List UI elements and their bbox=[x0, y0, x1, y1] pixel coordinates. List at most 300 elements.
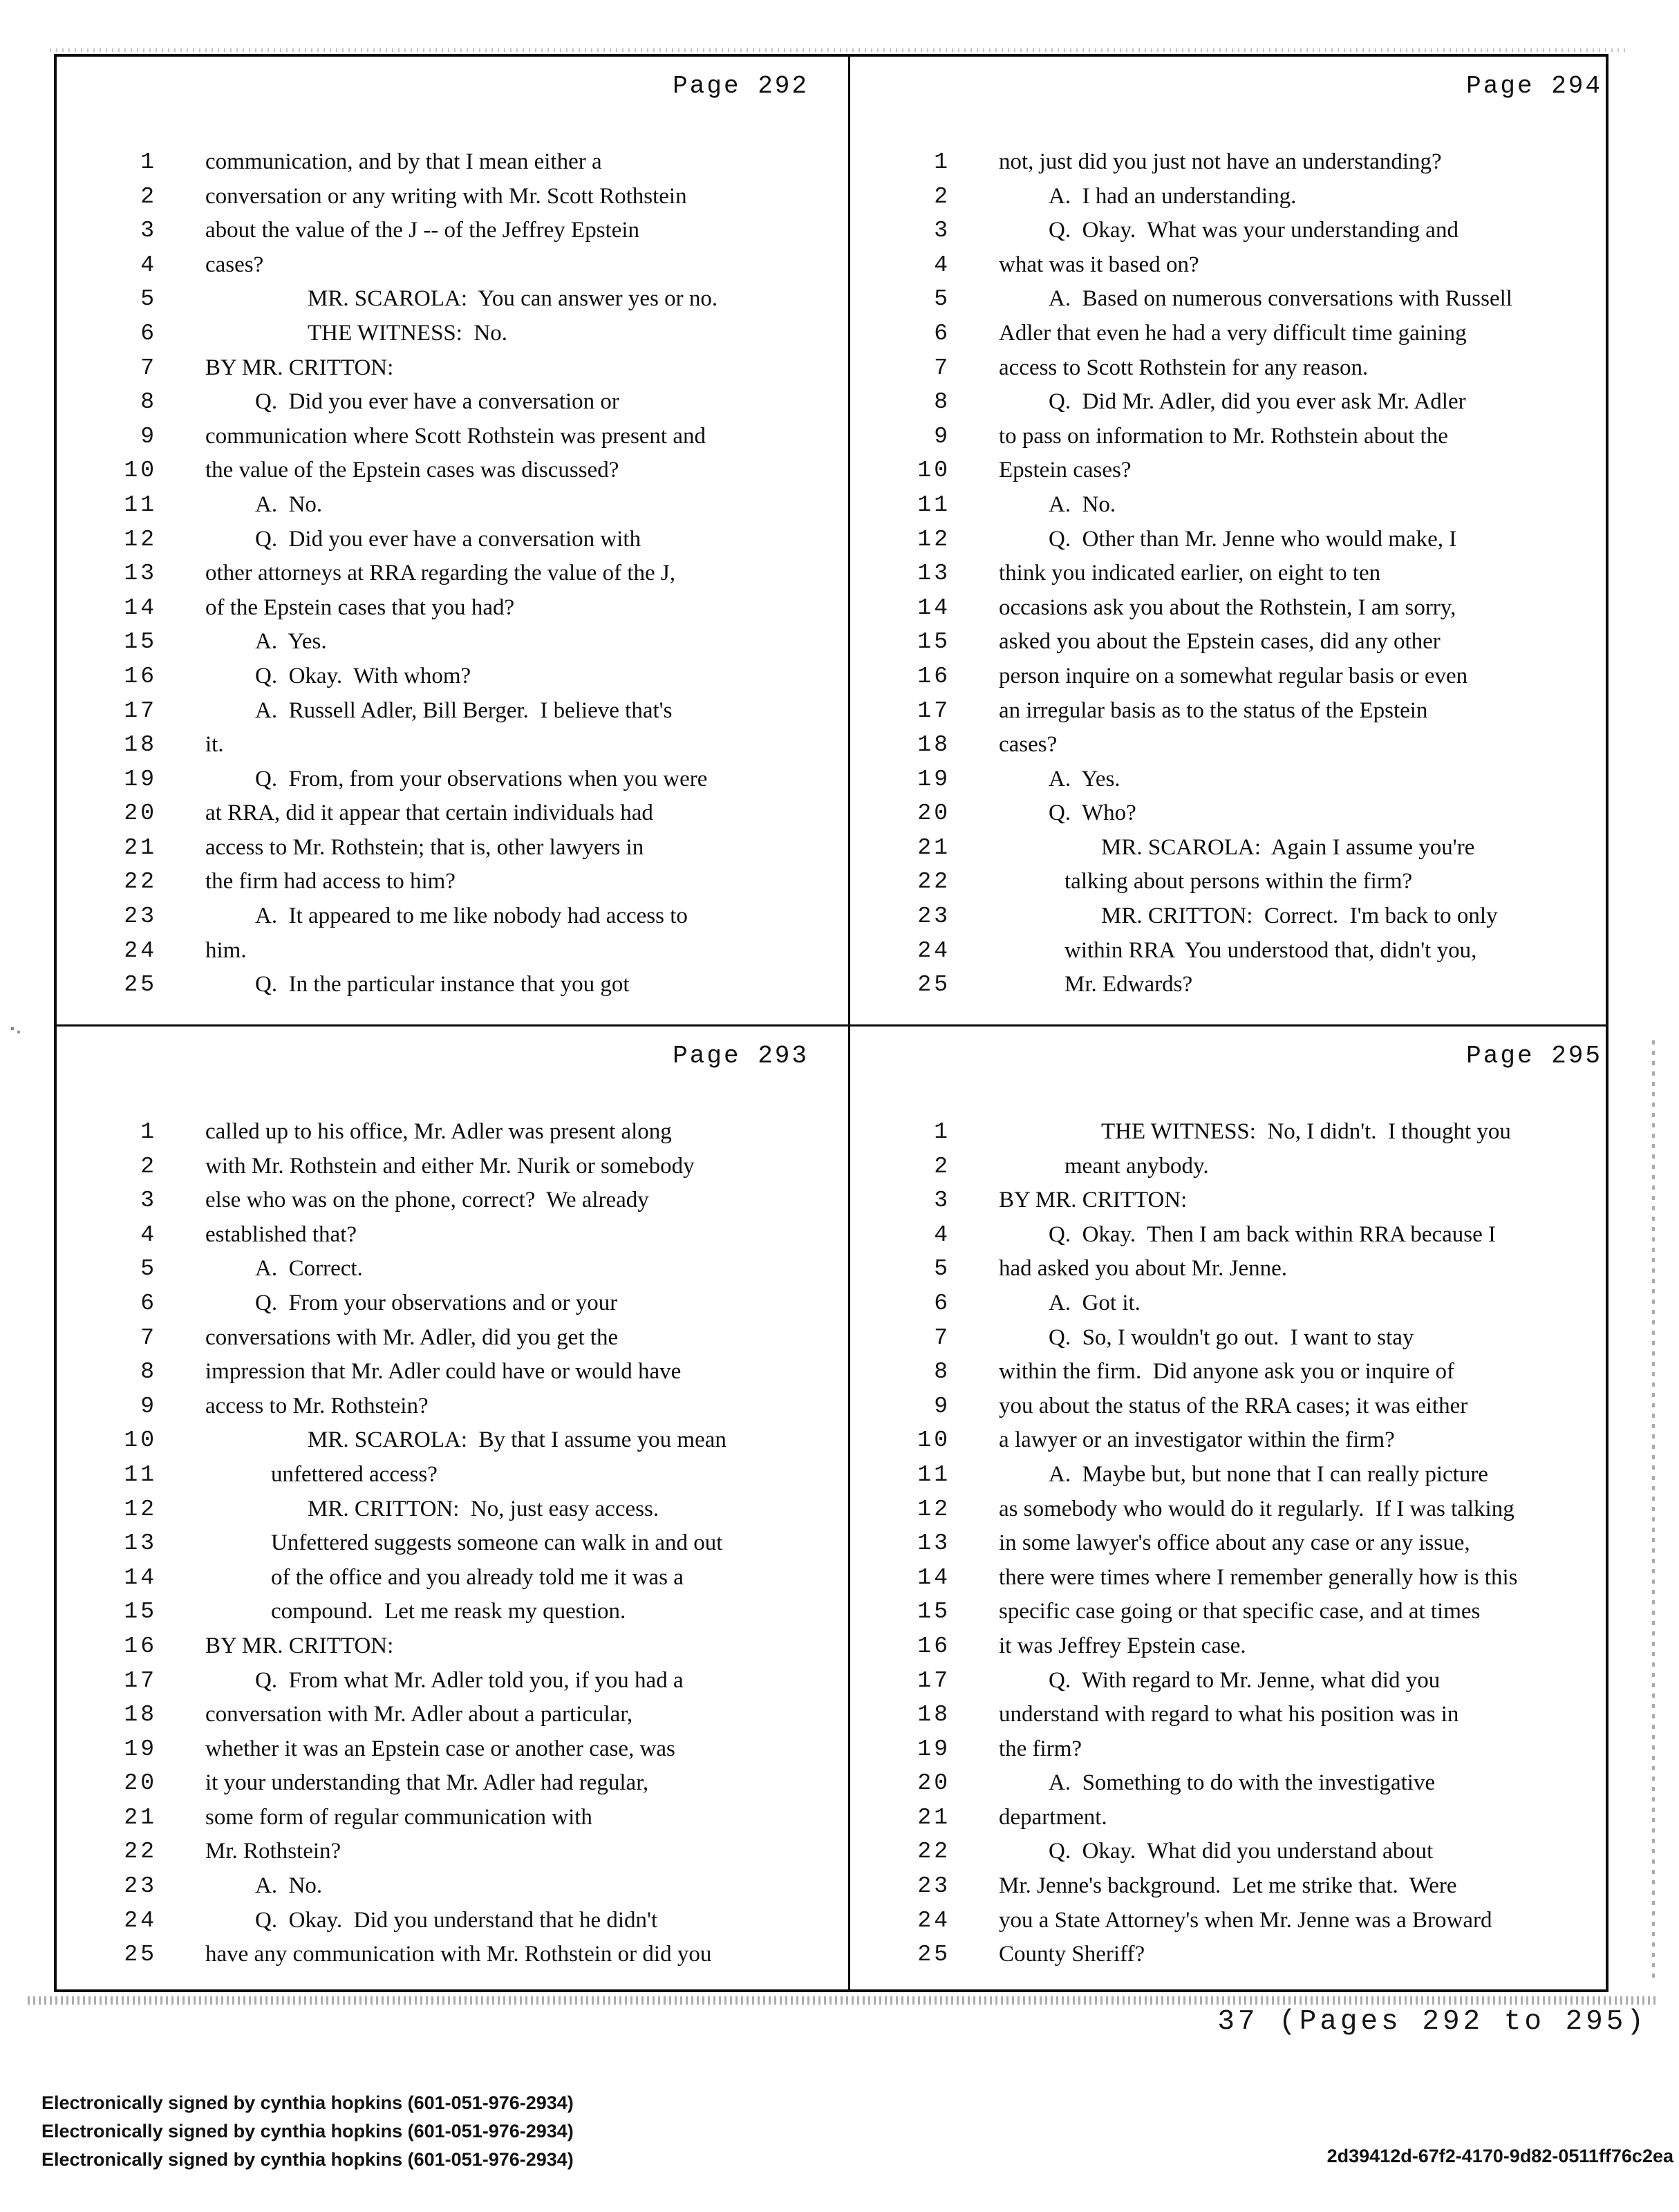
document-id: 2d39412d-67f2-4170-9d82-0511ff76c2ea bbox=[1326, 2146, 1673, 2166]
transcript-line bbox=[850, 248, 1635, 283]
line-text: the value of the Epstein cases was discussed? bbox=[205, 458, 619, 483]
line-number: 9 bbox=[934, 1393, 950, 1419]
transcript-line bbox=[57, 591, 841, 626]
line-text: you about the status of the RRA cases; it was either bbox=[999, 1393, 1468, 1418]
line-text: it your understanding that Mr. Adler had regular, bbox=[205, 1770, 649, 1796]
line-text: have any communication with Mr. Rothstein or did you bbox=[205, 1942, 712, 1967]
line-number: 21 bbox=[124, 1804, 157, 1830]
line-number: 4 bbox=[934, 1221, 950, 1248]
line-number: 17 bbox=[917, 1667, 950, 1694]
transcript-line bbox=[850, 1458, 1635, 1492]
transcript-line bbox=[850, 180, 1635, 214]
line-text: A. No. bbox=[1049, 491, 1116, 517]
transcript-line bbox=[850, 1115, 1635, 1150]
transcript-line bbox=[850, 1286, 1635, 1321]
line-text: Q. In the particular instance that you got bbox=[255, 972, 630, 997]
line-text: department. bbox=[999, 1804, 1107, 1830]
transcript-line bbox=[850, 488, 1635, 523]
transcript-line bbox=[850, 1183, 1635, 1218]
line-number: 12 bbox=[124, 526, 157, 552]
transcript-line bbox=[57, 488, 841, 523]
line-number: 17 bbox=[124, 1667, 157, 1694]
line-number: 3 bbox=[934, 218, 950, 244]
line-number: 2 bbox=[934, 1153, 950, 1179]
line-number: 7 bbox=[934, 355, 950, 381]
line-text: Unfettered suggests someone can walk in and out bbox=[271, 1530, 723, 1556]
line-number: 13 bbox=[917, 1530, 950, 1557]
line-number: 11 bbox=[917, 491, 950, 518]
transcript-line bbox=[57, 317, 841, 351]
transcript-line bbox=[850, 625, 1635, 659]
scan-artifact-top bbox=[50, 48, 1629, 52]
line-text: Q. With regard to Mr. Jenne, what did you bbox=[1049, 1667, 1441, 1693]
line-text: had asked you about Mr. Jenne. bbox=[999, 1256, 1287, 1282]
transcript-line bbox=[850, 1595, 1635, 1629]
line-text: understand with regard to what his position was in bbox=[999, 1702, 1459, 1727]
line-number: 5 bbox=[140, 1256, 157, 1282]
line-number: 2 bbox=[140, 183, 157, 209]
transcript-line bbox=[57, 1801, 841, 1835]
line-text: cases? bbox=[205, 252, 264, 277]
line-number: 8 bbox=[140, 389, 157, 415]
line-number: 1 bbox=[140, 149, 157, 175]
transcript-line bbox=[850, 1766, 1635, 1801]
line-text: impression that Mr. Adler could have or would have bbox=[205, 1359, 682, 1385]
line-number: 6 bbox=[934, 320, 950, 346]
transcript-line bbox=[850, 1150, 1635, 1184]
transcript-line bbox=[850, 762, 1635, 797]
transcript-line bbox=[850, 523, 1635, 557]
line-text: A. No. bbox=[255, 1873, 323, 1899]
line-text: established that? bbox=[205, 1221, 357, 1247]
line-number: 18 bbox=[917, 1702, 950, 1728]
transcript-line bbox=[850, 1492, 1635, 1527]
line-number: 7 bbox=[140, 1324, 157, 1351]
line-text: Q. Okay. What did you understand about bbox=[1049, 1839, 1434, 1864]
line-text: as somebody who would do it regularly. If I was talking bbox=[999, 1496, 1514, 1521]
line-text: A. Based on numerous conversations with Russell bbox=[1049, 286, 1512, 312]
line-number: 7 bbox=[140, 355, 157, 381]
line-text: Q. Did you ever have a conversation or bbox=[255, 389, 619, 415]
line-number: 12 bbox=[917, 1496, 950, 1522]
transcript-line bbox=[850, 1526, 1635, 1561]
transcript-line bbox=[850, 1869, 1635, 1904]
transcript-line bbox=[57, 1286, 841, 1321]
line-text: BY MR. CRITTON: bbox=[205, 355, 394, 380]
line-number: 13 bbox=[124, 1530, 157, 1557]
line-number: 11 bbox=[124, 1461, 157, 1488]
transcript-line bbox=[57, 351, 841, 386]
line-number: 25 bbox=[917, 972, 950, 998]
transcript-line bbox=[57, 1492, 841, 1527]
line-number: 2 bbox=[140, 1153, 157, 1179]
transcript-line bbox=[850, 214, 1635, 248]
line-number: 23 bbox=[124, 903, 157, 930]
line-text: cases? bbox=[999, 732, 1058, 758]
line-number: 2 bbox=[934, 183, 950, 209]
line-text: there were times where I remember generally how is this bbox=[999, 1564, 1518, 1590]
line-number: 4 bbox=[140, 252, 157, 278]
line-number: 14 bbox=[124, 1564, 157, 1591]
line-number: 1 bbox=[140, 1119, 157, 1145]
line-number: 9 bbox=[140, 423, 157, 449]
line-number: 13 bbox=[124, 561, 157, 587]
line-number: 3 bbox=[140, 218, 157, 244]
line-text: A. Got it. bbox=[1049, 1290, 1141, 1315]
line-text: Q. Did Mr. Adler, did you ever ask Mr. Adler bbox=[1049, 389, 1466, 415]
transcript-line bbox=[57, 1698, 841, 1732]
line-text: A. Russell Adler, Bill Berger. I believe that's bbox=[255, 697, 673, 723]
transcript-line bbox=[850, 1423, 1635, 1458]
line-number: 25 bbox=[124, 972, 157, 998]
scan-artifact-bottom bbox=[28, 1996, 1658, 2005]
line-number: 24 bbox=[917, 937, 950, 964]
transcript-line bbox=[57, 214, 841, 248]
page-range-label: 37 (Pages 292 to 295) bbox=[1217, 2006, 1647, 2038]
transcript-line bbox=[57, 1835, 841, 1869]
line-number: 19 bbox=[917, 1736, 950, 1762]
transcript-line bbox=[850, 968, 1635, 1002]
line-number: 19 bbox=[124, 766, 157, 792]
line-number: 19 bbox=[124, 1736, 157, 1762]
line-text: access to Scott Rothstein for any reason. bbox=[999, 355, 1369, 380]
transcript-line bbox=[57, 659, 841, 694]
page-header: Page 292 bbox=[673, 72, 809, 100]
transcript-line bbox=[57, 1150, 841, 1184]
line-number: 21 bbox=[124, 834, 157, 861]
transcript-line bbox=[57, 1321, 841, 1356]
transcript-line bbox=[57, 1115, 841, 1150]
line-text: it. bbox=[205, 732, 224, 758]
transcript-line bbox=[57, 180, 841, 214]
transcript-line bbox=[57, 1629, 841, 1664]
transcript-line bbox=[850, 1355, 1635, 1389]
line-number: 15 bbox=[917, 629, 950, 655]
transcript-line bbox=[850, 1629, 1635, 1664]
transcript-line bbox=[850, 865, 1635, 899]
line-text: conversation with Mr. Adler about a particular, bbox=[205, 1702, 633, 1727]
transcript-line bbox=[850, 796, 1635, 831]
line-number: 9 bbox=[934, 423, 950, 449]
page-header: Page 295 bbox=[1466, 1042, 1602, 1070]
transcript-line bbox=[57, 1561, 841, 1595]
line-text: meant anybody. bbox=[1064, 1153, 1209, 1179]
transcript-line bbox=[57, 248, 841, 283]
electronic-signature: Electronically signed by cynthia hopkins (601-051-976-2934) bbox=[41, 2121, 574, 2141]
transcript-line bbox=[850, 728, 1635, 762]
line-text: THE WITNESS: No, I didn't. I thought you bbox=[1101, 1119, 1511, 1144]
transcript-line bbox=[57, 1732, 841, 1767]
transcript-line bbox=[57, 1869, 841, 1904]
line-text: communication where Scott Rothstein was present and bbox=[205, 423, 706, 449]
line-number: 9 bbox=[140, 1393, 157, 1419]
line-text: with Mr. Rothstein and either Mr. Nurik or somebody bbox=[205, 1153, 695, 1179]
transcript-line bbox=[57, 1218, 841, 1253]
transcript-line bbox=[57, 1458, 841, 1492]
line-text: Q. Okay. Then I am back within RRA because I bbox=[1049, 1221, 1497, 1247]
line-number: 20 bbox=[917, 800, 950, 827]
transcript-page-295 bbox=[850, 1027, 1640, 1992]
line-text: Q. So, I wouldn't go out. I want to stay bbox=[1049, 1324, 1414, 1350]
transcript-line bbox=[850, 420, 1635, 454]
transcript-line bbox=[850, 1732, 1635, 1767]
line-text: talking about persons within the firm? bbox=[1064, 869, 1413, 894]
line-text: Mr. Rothstein? bbox=[205, 1839, 341, 1864]
line-text: MR. SCAROLA: Again I assume you're bbox=[1101, 834, 1475, 860]
line-text: Q. Okay. With whom? bbox=[255, 663, 471, 688]
line-number: 18 bbox=[124, 1702, 157, 1728]
line-text: Q. From your observations and or your bbox=[255, 1290, 618, 1315]
transcript-line bbox=[57, 1664, 841, 1698]
line-number: 4 bbox=[934, 252, 950, 278]
line-number: 18 bbox=[124, 732, 157, 758]
line-number: 24 bbox=[124, 937, 157, 964]
line-number: 25 bbox=[124, 1942, 157, 1968]
line-text: County Sheriff? bbox=[999, 1942, 1145, 1967]
line-text: Q. Okay. What was your understanding and bbox=[1049, 218, 1458, 243]
line-number: 10 bbox=[917, 1427, 950, 1454]
line-text: else who was on the phone, correct? We already bbox=[205, 1188, 649, 1213]
line-text: within RRA You understood that, didn't you, bbox=[1064, 937, 1477, 963]
transcript-line bbox=[850, 317, 1635, 351]
line-number: 16 bbox=[124, 1633, 157, 1659]
line-number: 20 bbox=[124, 1770, 157, 1797]
line-text: Mr. Edwards? bbox=[1064, 972, 1193, 997]
transcript-line bbox=[57, 865, 841, 899]
line-number: 23 bbox=[917, 1873, 950, 1900]
transcript-line bbox=[57, 694, 841, 729]
line-number: 20 bbox=[124, 800, 157, 827]
transcript-line bbox=[57, 1938, 841, 1972]
line-text: unfettered access? bbox=[271, 1461, 438, 1487]
line-number: 12 bbox=[124, 1496, 157, 1522]
line-text: MR. CRITTON: Correct. I'm back to only bbox=[1101, 903, 1498, 929]
line-number: 22 bbox=[124, 1839, 157, 1865]
line-number: 21 bbox=[917, 834, 950, 861]
transcript-line bbox=[57, 1355, 841, 1389]
transcript-line bbox=[850, 556, 1635, 591]
line-text: conversations with Mr. Adler, did you get the bbox=[205, 1324, 619, 1350]
line-text: A. Yes. bbox=[255, 629, 327, 655]
line-text: at RRA, did it appear that certain individuals had bbox=[205, 800, 653, 826]
line-text: compound. Let me reask my question. bbox=[271, 1599, 626, 1624]
line-text: BY MR. CRITTON: bbox=[999, 1188, 1188, 1213]
line-text: Q. From, from your observations when you were bbox=[255, 766, 708, 791]
line-number: 3 bbox=[934, 1188, 950, 1214]
line-number: 12 bbox=[917, 526, 950, 552]
line-number: 19 bbox=[917, 766, 950, 792]
transcript-line bbox=[850, 899, 1635, 934]
transcript-line bbox=[850, 831, 1635, 865]
transcript-line bbox=[850, 351, 1635, 386]
line-text: specific case going or that specific case, and at times bbox=[999, 1599, 1481, 1624]
line-number: 14 bbox=[917, 594, 950, 621]
line-text: what was it based on? bbox=[999, 252, 1199, 277]
line-number: 6 bbox=[934, 1290, 950, 1316]
transcript-line bbox=[850, 385, 1635, 420]
page-header: Page 293 bbox=[673, 1042, 809, 1070]
line-text: access to Mr. Rothstein; that is, other lawyers in bbox=[205, 834, 644, 860]
transcript-line bbox=[57, 831, 841, 865]
line-text: Q. Other than Mr. Jenne who would make, I bbox=[1049, 526, 1457, 552]
line-text: the firm had access to him? bbox=[205, 869, 456, 894]
line-number: 10 bbox=[124, 458, 157, 484]
line-text: him. bbox=[205, 937, 247, 963]
line-number: 23 bbox=[124, 1873, 157, 1900]
line-text: Q. Okay. Did you understand that he didn't bbox=[255, 1907, 658, 1933]
line-text: occasions ask you about the Rothstein, I am sorry, bbox=[999, 594, 1456, 620]
line-text: Mr. Jenne's background. Let me strike that. Were bbox=[999, 1873, 1457, 1899]
line-number: 20 bbox=[917, 1770, 950, 1797]
transcript-page-294 bbox=[850, 57, 1640, 1022]
line-text: conversation or any writing with Mr. Scott Rothstein bbox=[205, 183, 687, 209]
line-text: MR. SCAROLA: You can answer yes or no. bbox=[308, 286, 718, 312]
line-text: Q. From what Mr. Adler told you, if you had a bbox=[255, 1667, 684, 1693]
line-number: 11 bbox=[124, 491, 157, 518]
line-number: 15 bbox=[917, 1599, 950, 1625]
transcript-line bbox=[57, 796, 841, 831]
transcript-line bbox=[57, 1183, 841, 1218]
transcript-line bbox=[850, 934, 1635, 968]
line-number: 8 bbox=[934, 389, 950, 415]
transcript-line bbox=[57, 968, 841, 1002]
transcript-line bbox=[850, 1938, 1635, 1972]
transcript-line bbox=[57, 1423, 841, 1458]
line-number: 6 bbox=[140, 320, 157, 346]
page-header: Page 294 bbox=[1466, 72, 1602, 100]
transcript-line bbox=[850, 1389, 1635, 1424]
line-text: within the firm. Did anyone ask you or inquire of bbox=[999, 1359, 1454, 1385]
transcript-line bbox=[57, 762, 841, 797]
line-text: A. Maybe but, but none that I can really picture bbox=[1049, 1461, 1488, 1487]
line-number: 15 bbox=[124, 1599, 157, 1625]
line-text: whether it was an Epstein case or another case, was bbox=[205, 1736, 675, 1761]
transcript-line bbox=[57, 1526, 841, 1561]
transcript-line bbox=[57, 523, 841, 557]
line-text: the firm? bbox=[999, 1736, 1082, 1761]
line-number: 21 bbox=[917, 1804, 950, 1830]
line-text: about the value of the J -- of the Jeffrey Epstein bbox=[205, 218, 640, 243]
line-number: 4 bbox=[140, 1221, 157, 1248]
page-lines bbox=[57, 145, 841, 1002]
transcript-line bbox=[850, 1801, 1635, 1835]
line-text: Epstein cases? bbox=[999, 458, 1132, 483]
line-text: THE WITNESS: No. bbox=[308, 320, 508, 346]
line-number: 10 bbox=[917, 458, 950, 484]
line-text: A. Yes. bbox=[1049, 766, 1120, 791]
line-text: BY MR. CRITTON: bbox=[205, 1633, 394, 1658]
transcript-line bbox=[57, 1252, 841, 1286]
transcript-line bbox=[57, 453, 841, 488]
line-number: 16 bbox=[124, 663, 157, 689]
line-number: 13 bbox=[917, 561, 950, 587]
page-lines bbox=[850, 1115, 1635, 1972]
line-text: think you indicated earlier, on eight to ten bbox=[999, 561, 1381, 586]
transcript-line bbox=[57, 934, 841, 968]
transcript-line bbox=[850, 1252, 1635, 1286]
line-text: not, just did you just not have an understanding? bbox=[999, 149, 1442, 174]
transcript-line bbox=[850, 453, 1635, 488]
line-number: 11 bbox=[917, 1461, 950, 1488]
line-text: A. I had an understanding. bbox=[1049, 183, 1297, 209]
transcript-line bbox=[57, 899, 841, 934]
line-number: 25 bbox=[917, 1942, 950, 1968]
line-number: 22 bbox=[124, 869, 157, 895]
line-text: A. Something to do with the investigative bbox=[1049, 1770, 1436, 1796]
line-text: Q. Did you ever have a conversation with bbox=[255, 526, 641, 552]
transcript-line bbox=[57, 385, 841, 420]
line-number: 18 bbox=[917, 732, 950, 758]
line-number: 5 bbox=[934, 286, 950, 312]
transcript-line bbox=[57, 1766, 841, 1801]
electronic-signature: Electronically signed by cynthia hopkins (601-051-976-2934) bbox=[41, 2092, 574, 2113]
transcript-grid bbox=[54, 54, 1608, 1992]
line-number: 24 bbox=[917, 1907, 950, 1933]
line-text: A. Correct. bbox=[255, 1256, 363, 1282]
transcript-line bbox=[57, 728, 841, 762]
line-number: 1 bbox=[934, 1119, 950, 1145]
line-text: of the Epstein cases that you had? bbox=[205, 594, 515, 620]
transcript-line bbox=[850, 145, 1635, 180]
line-number: 17 bbox=[124, 697, 157, 724]
transcript-line bbox=[850, 1698, 1635, 1732]
line-number: 23 bbox=[917, 903, 950, 930]
transcript-line bbox=[57, 625, 841, 659]
transcript-line bbox=[57, 556, 841, 591]
line-text: of the office and you already told me it was a bbox=[271, 1564, 684, 1590]
page-lines bbox=[850, 145, 1635, 1002]
line-text: to pass on information to Mr. Rothstein about the bbox=[999, 423, 1448, 449]
line-text: an irregular basis as to the status of the Epstein bbox=[999, 697, 1428, 723]
electronic-signature: Electronically signed by cynthia hopkins (601-051-976-2934) bbox=[41, 2149, 574, 2170]
transcript-line bbox=[850, 1904, 1635, 1938]
transcript-line bbox=[57, 282, 841, 317]
line-number: 17 bbox=[917, 697, 950, 724]
line-text: in some lawyer's office about any case or any issue, bbox=[999, 1530, 1470, 1556]
line-number: 24 bbox=[124, 1907, 157, 1933]
line-number: 16 bbox=[917, 663, 950, 689]
transcript-line bbox=[57, 1904, 841, 1938]
line-text: access to Mr. Rothstein? bbox=[205, 1393, 429, 1418]
line-text: called up to his office, Mr. Adler was present along bbox=[205, 1119, 672, 1144]
line-text: A. It appeared to me like nobody had access to bbox=[255, 903, 688, 929]
transcript-line bbox=[57, 1389, 841, 1424]
page-lines bbox=[57, 1115, 841, 1972]
line-text: a lawyer or an investigator within the firm? bbox=[999, 1427, 1395, 1453]
line-text: some form of regular communication with bbox=[205, 1804, 592, 1830]
scan-artifact-right bbox=[1652, 1040, 1655, 1980]
line-text: MR. CRITTON: No, just easy access. bbox=[308, 1496, 659, 1521]
transcript-line bbox=[850, 1218, 1635, 1253]
line-number: 5 bbox=[140, 286, 157, 312]
line-number: 14 bbox=[124, 594, 157, 621]
line-number: 14 bbox=[917, 1564, 950, 1591]
line-text: you a State Attorney's when Mr. Jenne was a Broward bbox=[999, 1907, 1492, 1933]
line-number: 1 bbox=[934, 149, 950, 175]
transcript-line bbox=[850, 1835, 1635, 1869]
line-text: Adler that even he had a very difficult time gaining bbox=[999, 320, 1467, 346]
transcript-line bbox=[850, 591, 1635, 626]
line-text: asked you about the Epstein cases, did any other bbox=[999, 629, 1441, 655]
transcript-line bbox=[57, 420, 841, 454]
line-text: communication, and by that I mean either a bbox=[205, 149, 602, 174]
line-number: 16 bbox=[917, 1633, 950, 1659]
line-number: 6 bbox=[140, 1290, 157, 1316]
line-text: Q. Who? bbox=[1049, 800, 1136, 826]
line-text: other attorneys at RRA regarding the value of the J, bbox=[205, 561, 675, 586]
line-number: 8 bbox=[140, 1359, 157, 1385]
transcript-line bbox=[850, 694, 1635, 729]
